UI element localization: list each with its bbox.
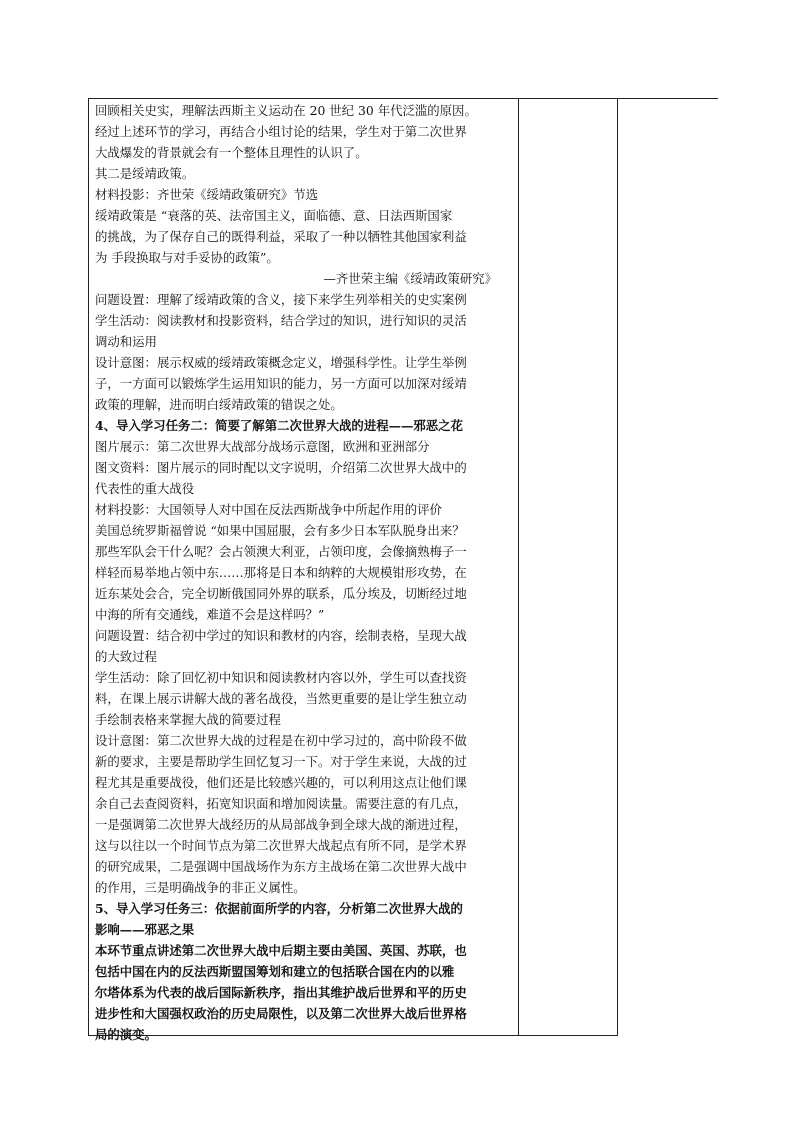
text-line: 代表性的重大战役: [95, 481, 195, 496]
text-line: 的研究成果，二是强调中国战场作为东方主战场在第二次世界大战中: [95, 859, 467, 874]
text-line: 回顾相关史实，理解法西斯主义运动在 20 世纪 30 年代泛滥的原因。: [95, 103, 477, 118]
text-line: 的作用，三是明确战争的非正义属性。: [95, 880, 306, 895]
text-line: 余自己去查阅资料，拓宽知识面和增加阅读量。需要注意的有几点，: [95, 796, 467, 811]
text-line: 图片展示：第二次世界大战部分战场示意图，欧洲和亚洲部分: [95, 439, 430, 454]
text-line: 手绘制表格来掌握大战的简要过程: [95, 712, 281, 727]
text-line: 图文资料：图片展示的同时配以文字说明，介绍第二次世界大战中的: [95, 460, 467, 475]
text-line: 尔塔体系为代表的战后国际新秩序，指出其维护战后世界和平的历史: [95, 985, 467, 1000]
table-cell-empty-3: [618, 99, 717, 1035]
text-line: 本环节重点讲述第二次世界大战中后期主要由美国、英国、苏联，也: [95, 943, 467, 958]
text-line: 近东某处会合，完全切断俄国同外界的联系，瓜分埃及，切断经过地: [95, 586, 467, 601]
text-line: 为 手段换取与对手妥协的政策”。: [95, 250, 279, 265]
text-line: 政策的理解，进而明白绥靖政策的错误之处。: [95, 397, 343, 412]
text-line: 的大致过程: [95, 649, 157, 664]
text-line: 一是强调第二次世界大战经历的从局部战争到全球大战的渐进过程，: [95, 817, 467, 832]
table-left-border: [88, 98, 89, 1036]
text-line: 大战爆发的背景就会有一个整体且理性的认识了。: [95, 145, 368, 160]
text-line: 影响——邪恶之果: [95, 922, 195, 937]
text-line: 材料投影：齐世荣《绥靖政策研究》节选: [95, 187, 319, 202]
text-line: 进步性和大国强权政治的历史局限性，以及第二次世界大战后世界格: [95, 1006, 467, 1021]
text-line: 美国总统罗斯福曾说 “如果中国屈服，会有多少日本军队脱身出来？: [95, 523, 465, 538]
text-line: 4、导入学习任务二：简要了解第二次世界大战的进程——邪恶之花: [95, 418, 463, 433]
text-line: 材料投影：大国领导人对中国在反法西斯战争中所起作用的评价: [95, 502, 442, 517]
text-line: 新的要求，主要是帮助学生回忆复习一下。对于学生来说，大战的过: [95, 754, 467, 769]
text-line: 绥靖政策是 “衰落的英、法帝国主义，面临德、意、日法西斯国家: [95, 208, 453, 223]
table-cell-empty-2: [519, 99, 616, 1035]
text-line: 的挑战，为了保存自己的既得利益，采取了一种以牺牲其他国家利益: [95, 229, 467, 244]
text-line: 样轻而易举地占领中东……那将是日本和纳粹的大规模钳形攻势，在: [95, 565, 467, 580]
text-line: 学生活动：阅读教材和投影资料，结合学过的知识，进行知识的灵活: [95, 313, 467, 328]
text-line: 局的演变。: [95, 1027, 157, 1042]
text-line: —齐世荣主编《绥靖政策研究》: [323, 271, 497, 286]
text-line: 问题设置：结合初中学过的知识和教材的内容，绘制表格，呈现大战: [95, 628, 467, 643]
text-line: 其二是绥靖政策。: [95, 166, 195, 181]
text-line: 那些军队会干什么呢？会占领澳大利亚，占领印度，会像摘熟梅子一: [95, 544, 467, 559]
table-cell-content: [95, 100, 515, 1045]
text-line: 5、导入学习任务三：依据前面所学的内容，分析第二次世界大战的: [95, 901, 463, 916]
text-line: 调动和运用: [95, 334, 157, 349]
text-line: 问题设置：理解了绥靖政策的含义，接下来学生列举相关的史实案例: [95, 292, 467, 307]
text-line: 学生活动：除了回忆初中知识和阅读教材内容以外，学生可以查找资: [95, 670, 467, 685]
text-line: 设计意图：展示权威的绥靖政策概念定义，增强科学性。让学生举例: [95, 355, 467, 370]
text-line: 经过上述环节的学习，再结合小组讨论的结果，学生对于第二次世界: [95, 124, 467, 139]
text-line: 中海的所有交通线，难道不会是这样吗？”: [95, 607, 325, 622]
text-line: 设计意图：第二次世界大战的过程是在初中学习过的，高中阶段不做: [95, 733, 467, 748]
text-line: 料，在课上展示讲解大战的著名战役，当然更重要的是让学生独立动: [95, 691, 467, 706]
text-line: 程尤其是重要战役，他们还是比较感兴趣的，可以利用这点让他们课: [95, 775, 467, 790]
text-line: 子，一方面可以锻炼学生运用知识的能力，另一方面可以加深对绥靖: [95, 376, 467, 391]
text-line: 包括中国在内的反法西斯盟国筹划和建立的包括联合国在内的以雅: [95, 964, 455, 979]
text-line: 这与以往以一个时间节点为第二次世界大战起点有所不同，是学术界: [95, 838, 467, 853]
